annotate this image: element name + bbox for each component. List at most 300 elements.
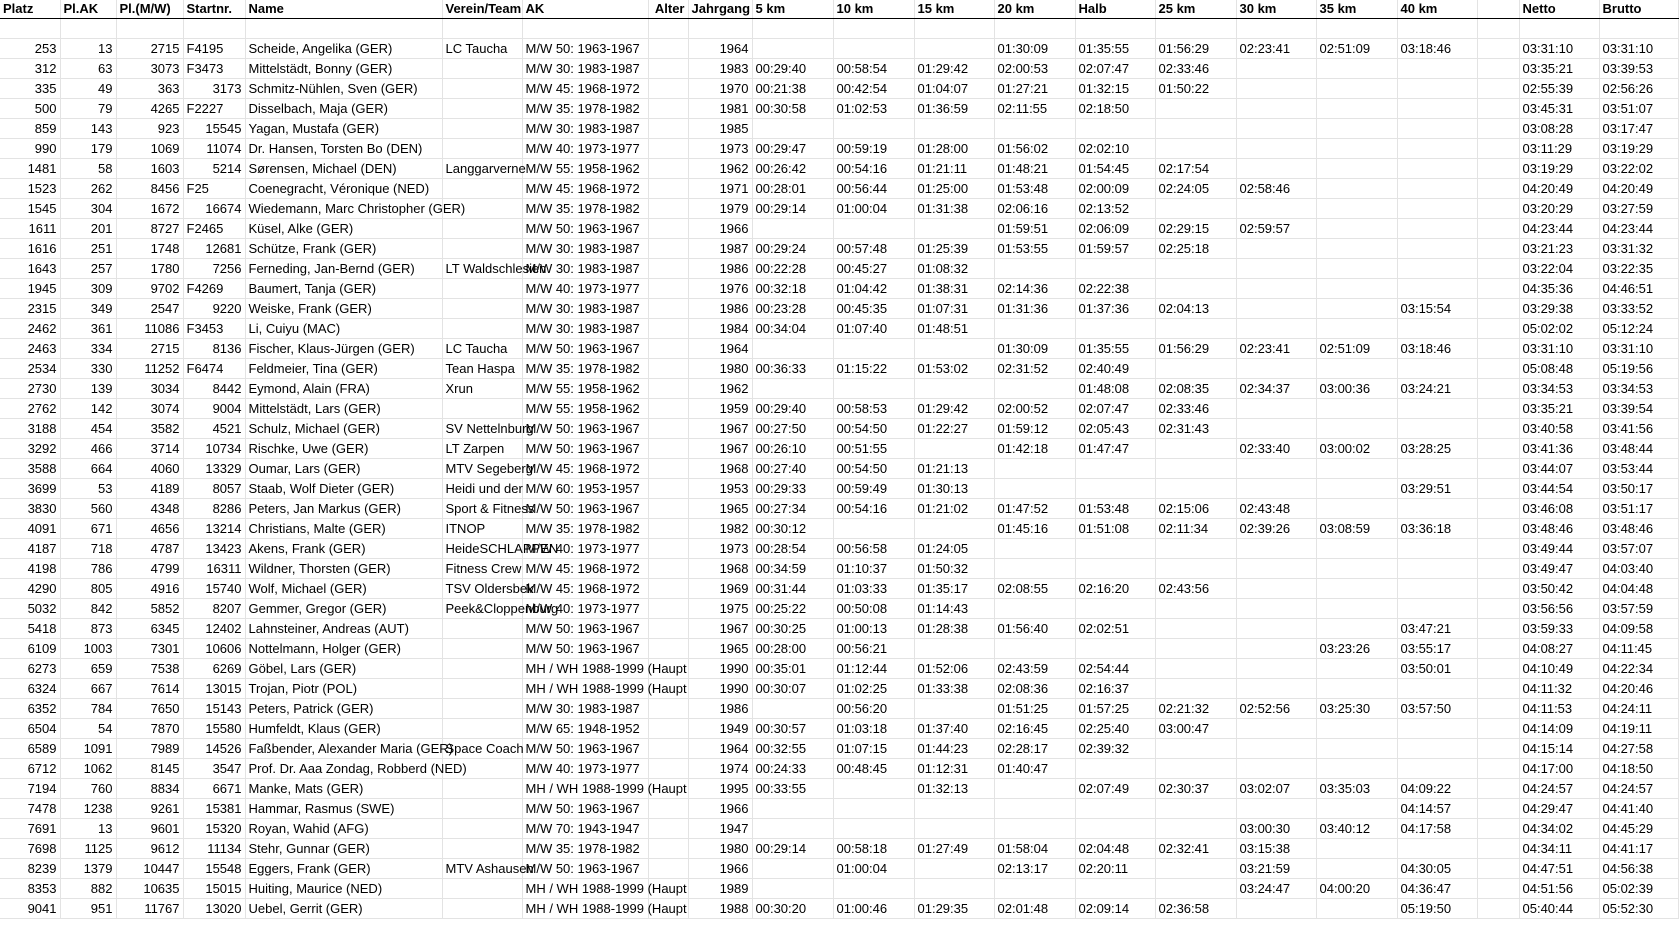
- cell[interactable]: [752, 859, 833, 879]
- cell[interactable]: 3699: [0, 479, 60, 499]
- column-header[interactable]: Netto: [1519, 0, 1599, 19]
- cell[interactable]: 01:36:59: [914, 99, 994, 119]
- cell[interactable]: 03:08:28: [1519, 119, 1599, 139]
- cell[interactable]: 3188: [0, 419, 60, 439]
- cell[interactable]: 03:02:07: [1236, 779, 1316, 799]
- cell[interactable]: 03:20:29: [1519, 199, 1599, 219]
- cell[interactable]: 03:25:30: [1316, 699, 1397, 719]
- column-header[interactable]: [1477, 0, 1519, 19]
- cell[interactable]: 664: [60, 459, 116, 479]
- cell[interactable]: 9612: [116, 839, 183, 859]
- cell[interactable]: 03:44:54: [1519, 479, 1599, 499]
- cell[interactable]: MH / WH 1988-1999 (Haupt: [522, 659, 648, 679]
- cell[interactable]: 1967: [688, 619, 752, 639]
- cell[interactable]: [1236, 579, 1316, 599]
- cell[interactable]: 01:03:18: [833, 719, 914, 739]
- table-row[interactable]: [0, 159, 1678, 179]
- cell[interactable]: 04:34:02: [1519, 819, 1599, 839]
- cell[interactable]: 05:40:44: [1519, 899, 1599, 919]
- cell[interactable]: 10447: [116, 859, 183, 879]
- cell[interactable]: 01:59:51: [994, 219, 1075, 239]
- cell[interactable]: [1477, 219, 1519, 239]
- table-row[interactable]: [0, 519, 1678, 539]
- cell[interactable]: 1970: [688, 79, 752, 99]
- cell[interactable]: 02:30:37: [1155, 779, 1236, 799]
- cell[interactable]: F25: [183, 179, 245, 199]
- cell[interactable]: M/W 35: 1978-1982: [522, 519, 648, 539]
- cell[interactable]: 02:15:06: [1155, 499, 1236, 519]
- cell[interactable]: [1316, 139, 1397, 159]
- cell[interactable]: M/W 40: 1973-1977: [522, 759, 648, 779]
- cell[interactable]: 560: [60, 499, 116, 519]
- cell[interactable]: [442, 619, 522, 639]
- cell[interactable]: Wildner, Thorsten (GER): [245, 559, 442, 579]
- cell[interactable]: 00:32:55: [752, 739, 833, 759]
- cell[interactable]: 00:36:33: [752, 359, 833, 379]
- column-header[interactable]: 40 km: [1397, 0, 1477, 19]
- column-header[interactable]: 35 km: [1316, 0, 1397, 19]
- table-row[interactable]: [0, 819, 1678, 839]
- cell[interactable]: 3173: [183, 79, 245, 99]
- cell[interactable]: [1397, 279, 1477, 299]
- cell[interactable]: 1976: [688, 279, 752, 299]
- cell[interactable]: 7538: [116, 659, 183, 679]
- cell[interactable]: 361: [60, 319, 116, 339]
- cell[interactable]: [648, 519, 688, 539]
- cell[interactable]: [994, 319, 1075, 339]
- cell[interactable]: [1477, 839, 1519, 859]
- cell[interactable]: 1966: [688, 859, 752, 879]
- cell[interactable]: 1959: [688, 399, 752, 419]
- cell[interactable]: [1155, 559, 1236, 579]
- cell[interactable]: [1236, 159, 1316, 179]
- cell[interactable]: M/W 50: 1963-1967: [522, 619, 648, 639]
- cell[interactable]: 1616: [0, 239, 60, 259]
- cell[interactable]: 02:00:09: [1075, 179, 1155, 199]
- cell[interactable]: 00:27:50: [752, 419, 833, 439]
- cell[interactable]: 02:00:52: [994, 399, 1075, 419]
- cell[interactable]: 03:27:59: [1599, 199, 1678, 219]
- cell[interactable]: 00:27:40: [752, 459, 833, 479]
- cell[interactable]: [1477, 639, 1519, 659]
- cell[interactable]: Gemmer, Gregor (GER): [245, 599, 442, 619]
- cell[interactable]: 02:02:10: [1075, 139, 1155, 159]
- cell[interactable]: 04:22:34: [1599, 659, 1678, 679]
- cell[interactable]: [648, 139, 688, 159]
- cell[interactable]: 4521: [183, 419, 245, 439]
- cell[interactable]: 6345: [116, 619, 183, 639]
- cell[interactable]: [833, 799, 914, 819]
- cell[interactable]: [648, 819, 688, 839]
- cell[interactable]: 00:24:33: [752, 759, 833, 779]
- cell[interactable]: [1155, 759, 1236, 779]
- cell[interactable]: [1397, 599, 1477, 619]
- column-header[interactable]: 30 km: [1236, 0, 1316, 19]
- cell[interactable]: 1966: [688, 799, 752, 819]
- cell[interactable]: [1155, 539, 1236, 559]
- cell[interactable]: 1988: [688, 899, 752, 919]
- cell[interactable]: 01:53:02: [914, 359, 994, 379]
- cell[interactable]: 330: [60, 359, 116, 379]
- cell[interactable]: 00:42:54: [833, 79, 914, 99]
- cell[interactable]: [914, 799, 994, 819]
- cell[interactable]: 01:28:38: [914, 619, 994, 639]
- cell[interactable]: 01:58:04: [994, 839, 1075, 859]
- cell[interactable]: [1477, 559, 1519, 579]
- cell[interactable]: 00:22:28: [752, 259, 833, 279]
- column-header[interactable]: Verein/Team: [442, 0, 522, 19]
- cell[interactable]: [1477, 619, 1519, 639]
- cell[interactable]: 02:04:13: [1155, 299, 1236, 319]
- cell[interactable]: [994, 639, 1075, 659]
- cell[interactable]: [1316, 459, 1397, 479]
- cell[interactable]: Wiedemann, Marc Christopher (GER): [245, 199, 442, 219]
- cell[interactable]: [442, 279, 522, 299]
- cell[interactable]: [1236, 739, 1316, 759]
- cell[interactable]: 01:38:31: [914, 279, 994, 299]
- cell[interactable]: [833, 519, 914, 539]
- cell[interactable]: 2730: [0, 379, 60, 399]
- cell[interactable]: Sørensen, Michael (DEN): [245, 159, 442, 179]
- cell[interactable]: 01:00:04: [833, 199, 914, 219]
- cell[interactable]: 4787: [116, 539, 183, 559]
- cell[interactable]: MH / WH 1988-1999 (Haupt: [522, 679, 648, 699]
- cell[interactable]: 02:11:34: [1155, 519, 1236, 539]
- cell[interactable]: Tean Haspa: [442, 359, 522, 379]
- cell[interactable]: 03:08:59: [1316, 519, 1397, 539]
- cell[interactable]: [1397, 539, 1477, 559]
- cell[interactable]: [1316, 859, 1397, 879]
- cell[interactable]: 15740: [183, 579, 245, 599]
- cell[interactable]: [1316, 619, 1397, 639]
- cell[interactable]: F2465: [183, 219, 245, 239]
- cell[interactable]: 04:24:57: [1519, 779, 1599, 799]
- cell[interactable]: [994, 819, 1075, 839]
- cell[interactable]: Christians, Malte (GER): [245, 519, 442, 539]
- cell[interactable]: 01:15:22: [833, 359, 914, 379]
- cell[interactable]: 1968: [688, 459, 752, 479]
- cell[interactable]: 718: [60, 539, 116, 559]
- cell[interactable]: 03:48:46: [1519, 519, 1599, 539]
- cell[interactable]: [648, 859, 688, 879]
- cell[interactable]: [833, 339, 914, 359]
- cell[interactable]: [914, 339, 994, 359]
- cell[interactable]: 500: [0, 99, 60, 119]
- cell[interactable]: [442, 899, 522, 919]
- cell[interactable]: [648, 199, 688, 219]
- cell[interactable]: 03:17:47: [1599, 119, 1678, 139]
- cell[interactable]: [1316, 159, 1397, 179]
- cell[interactable]: Eggers, Frank (GER): [245, 859, 442, 879]
- cell[interactable]: 1125: [60, 839, 116, 859]
- cell[interactable]: Rischke, Uwe (GER): [245, 439, 442, 459]
- cell[interactable]: [1236, 319, 1316, 339]
- cell[interactable]: [1477, 99, 1519, 119]
- cell[interactable]: [1316, 99, 1397, 119]
- cell[interactable]: [648, 419, 688, 439]
- cell[interactable]: LC Taucha: [442, 339, 522, 359]
- cell[interactable]: 1986: [688, 299, 752, 319]
- cell[interactable]: 03:39:53: [1599, 59, 1678, 79]
- cell[interactable]: 257: [60, 259, 116, 279]
- cell[interactable]: 859: [0, 119, 60, 139]
- cell[interactable]: 5032: [0, 599, 60, 619]
- cell[interactable]: 201: [60, 219, 116, 239]
- cell[interactable]: M/W 40: 1973-1977: [522, 539, 648, 559]
- cell[interactable]: [1236, 99, 1316, 119]
- cell[interactable]: 8834: [116, 779, 183, 799]
- cell[interactable]: [648, 559, 688, 579]
- cell[interactable]: [1316, 899, 1397, 919]
- cell[interactable]: 01:00:46: [833, 899, 914, 919]
- table-row[interactable]: [0, 399, 1678, 419]
- cell[interactable]: 01:59:12: [994, 419, 1075, 439]
- cell[interactable]: [1155, 319, 1236, 339]
- cell[interactable]: 4348: [116, 499, 183, 519]
- table-row[interactable]: [0, 199, 1678, 219]
- cell[interactable]: [1236, 239, 1316, 259]
- cell[interactable]: [1236, 659, 1316, 679]
- cell[interactable]: 11252: [116, 359, 183, 379]
- cell[interactable]: [442, 839, 522, 859]
- cell[interactable]: [1155, 819, 1236, 839]
- cell[interactable]: 03:22:35: [1599, 259, 1678, 279]
- cell[interactable]: 00:21:38: [752, 79, 833, 99]
- cell[interactable]: 00:59:19: [833, 139, 914, 159]
- cell[interactable]: [648, 39, 688, 59]
- cell[interactable]: 03:50:17: [1599, 479, 1678, 499]
- cell[interactable]: 04:24:57: [1599, 779, 1678, 799]
- cell[interactable]: [648, 759, 688, 779]
- cell[interactable]: 00:48:45: [833, 759, 914, 779]
- cell[interactable]: 179: [60, 139, 116, 159]
- table-row[interactable]: [0, 539, 1678, 559]
- table-row[interactable]: [0, 139, 1678, 159]
- cell[interactable]: [1477, 439, 1519, 459]
- cell[interactable]: [442, 819, 522, 839]
- cell[interactable]: [1477, 759, 1519, 779]
- cell[interactable]: Manke, Mats (GER): [245, 779, 442, 799]
- cell[interactable]: 1953: [688, 479, 752, 499]
- cell[interactable]: 03:45:31: [1519, 99, 1599, 119]
- cell[interactable]: 00:58:53: [833, 399, 914, 419]
- cell[interactable]: 03:53:44: [1599, 459, 1678, 479]
- cell[interactable]: [1236, 59, 1316, 79]
- cell[interactable]: 1523: [0, 179, 60, 199]
- cell[interactable]: 882: [60, 879, 116, 899]
- cell[interactable]: M/W 50: 1963-1967: [522, 219, 648, 239]
- cell[interactable]: 02:31:52: [994, 359, 1075, 379]
- cell[interactable]: 13015: [183, 679, 245, 699]
- cell[interactable]: [1316, 279, 1397, 299]
- cell[interactable]: 5214: [183, 159, 245, 179]
- cell[interactable]: 00:54:16: [833, 499, 914, 519]
- table-row[interactable]: [0, 579, 1678, 599]
- column-header[interactable]: Halb: [1075, 0, 1155, 19]
- cell[interactable]: [1155, 799, 1236, 819]
- cell[interactable]: Faßbender, Alexander Maria (GER): [245, 739, 442, 759]
- cell[interactable]: 03:35:21: [1519, 399, 1599, 419]
- cell[interactable]: 02:51:09: [1316, 339, 1397, 359]
- cell[interactable]: F3473: [183, 59, 245, 79]
- cell[interactable]: 03:00:02: [1316, 439, 1397, 459]
- cell[interactable]: LC Taucha: [442, 39, 522, 59]
- cell[interactable]: 1069: [116, 139, 183, 159]
- cell[interactable]: [752, 799, 833, 819]
- cell[interactable]: [1477, 339, 1519, 359]
- cell[interactable]: Mittelstädt, Lars (GER): [245, 399, 442, 419]
- cell[interactable]: 02:29:15: [1155, 219, 1236, 239]
- cell[interactable]: 00:34:04: [752, 319, 833, 339]
- cell[interactable]: 01:59:57: [1075, 239, 1155, 259]
- cell[interactable]: 4656: [116, 519, 183, 539]
- cell[interactable]: 04:11:45: [1599, 639, 1678, 659]
- cell[interactable]: Royan, Wahid (AFG): [245, 819, 442, 839]
- cell[interactable]: 04:20:46: [1599, 679, 1678, 699]
- cell[interactable]: [1155, 459, 1236, 479]
- column-header[interactable]: AK: [522, 0, 648, 19]
- cell[interactable]: [442, 219, 522, 239]
- cell[interactable]: [1236, 639, 1316, 659]
- cell[interactable]: [648, 379, 688, 399]
- cell[interactable]: Langgarverne: [442, 159, 522, 179]
- cell[interactable]: 02:39:32: [1075, 739, 1155, 759]
- cell[interactable]: 02:23:41: [1236, 339, 1316, 359]
- cell[interactable]: 00:30:12: [752, 519, 833, 539]
- cell[interactable]: 7870: [116, 719, 183, 739]
- cell[interactable]: Fitness Crew: [442, 559, 522, 579]
- cell[interactable]: 00:29:24: [752, 239, 833, 259]
- cell[interactable]: 9702: [116, 279, 183, 299]
- cell[interactable]: 2715: [116, 339, 183, 359]
- cell[interactable]: [1236, 79, 1316, 99]
- cell[interactable]: [914, 119, 994, 139]
- cell[interactable]: [1075, 879, 1155, 899]
- cell[interactable]: M/W 30: 1983-1987: [522, 299, 648, 319]
- cell[interactable]: 02:40:49: [1075, 359, 1155, 379]
- cell[interactable]: 253: [0, 39, 60, 59]
- cell[interactable]: 15320: [183, 819, 245, 839]
- cell[interactable]: [1316, 19, 1397, 39]
- cell[interactable]: MH / WH 1988-1999 (Haupt: [522, 899, 648, 919]
- cell[interactable]: [648, 339, 688, 359]
- cell[interactable]: [914, 859, 994, 879]
- cell[interactable]: [914, 439, 994, 459]
- column-header[interactable]: Name: [245, 0, 442, 19]
- cell[interactable]: M/W 35: 1978-1982: [522, 199, 648, 219]
- cell[interactable]: [1477, 499, 1519, 519]
- cell[interactable]: [833, 779, 914, 799]
- cell[interactable]: 1962: [688, 379, 752, 399]
- cell[interactable]: 4189: [116, 479, 183, 499]
- cell[interactable]: 805: [60, 579, 116, 599]
- cell[interactable]: 01:03:33: [833, 579, 914, 599]
- cell[interactable]: [1477, 859, 1519, 879]
- cell[interactable]: 03:34:53: [1599, 379, 1678, 399]
- table-row[interactable]: [0, 179, 1678, 199]
- cell[interactable]: [1397, 59, 1477, 79]
- cell[interactable]: 1966: [688, 219, 752, 239]
- cell[interactable]: [648, 119, 688, 139]
- cell[interactable]: 1981: [688, 99, 752, 119]
- cell[interactable]: Yagan, Mustafa (GER): [245, 119, 442, 139]
- cell[interactable]: 312: [0, 59, 60, 79]
- cell[interactable]: [648, 439, 688, 459]
- cell[interactable]: [648, 359, 688, 379]
- cell[interactable]: 03:57:07: [1599, 539, 1678, 559]
- cell[interactable]: ITNOP: [442, 519, 522, 539]
- cell[interactable]: 1949: [688, 719, 752, 739]
- cell[interactable]: 01:53:55: [994, 239, 1075, 259]
- cell[interactable]: [1477, 259, 1519, 279]
- cell[interactable]: 1611: [0, 219, 60, 239]
- cell[interactable]: 309: [60, 279, 116, 299]
- cell[interactable]: 1379: [60, 859, 116, 879]
- cell[interactable]: [1477, 19, 1519, 39]
- table-row[interactable]: [0, 439, 1678, 459]
- cell[interactable]: Schütze, Frank (GER): [245, 239, 442, 259]
- cell[interactable]: M/W 40: 1973-1977: [522, 599, 648, 619]
- cell[interactable]: [833, 379, 914, 399]
- cell[interactable]: 03:39:54: [1599, 399, 1678, 419]
- table-row[interactable]: [0, 879, 1678, 899]
- cell[interactable]: [1075, 639, 1155, 659]
- cell[interactable]: 5418: [0, 619, 60, 639]
- cell[interactable]: [1236, 459, 1316, 479]
- cell[interactable]: [1477, 279, 1519, 299]
- cell[interactable]: 02:14:36: [994, 279, 1075, 299]
- cell[interactable]: 03:15:54: [1397, 299, 1477, 319]
- cell[interactable]: [1155, 679, 1236, 699]
- column-header[interactable]: Jahrgang: [688, 0, 752, 19]
- cell[interactable]: [442, 659, 522, 679]
- cell[interactable]: 01:51:25: [994, 699, 1075, 719]
- cell[interactable]: 03:33:52: [1599, 299, 1678, 319]
- cell[interactable]: 1780: [116, 259, 183, 279]
- cell[interactable]: [994, 879, 1075, 899]
- cell[interactable]: 01:21:13: [914, 459, 994, 479]
- cell[interactable]: 1238: [60, 799, 116, 819]
- cell[interactable]: 01:54:45: [1075, 159, 1155, 179]
- cell[interactable]: [1599, 19, 1678, 39]
- cell[interactable]: [833, 19, 914, 39]
- cell[interactable]: 00:35:01: [752, 659, 833, 679]
- cell[interactable]: 262: [60, 179, 116, 199]
- cell[interactable]: [648, 839, 688, 859]
- cell[interactable]: [994, 799, 1075, 819]
- cell[interactable]: M/W 55: 1958-1962: [522, 379, 648, 399]
- cell[interactable]: [648, 99, 688, 119]
- cell[interactable]: M/W 50: 1963-1967: [522, 859, 648, 879]
- cell[interactable]: 01:00:13: [833, 619, 914, 639]
- cell[interactable]: SV Nettelnburg: [442, 419, 522, 439]
- cell[interactable]: 03:11:29: [1519, 139, 1599, 159]
- cell[interactable]: 02:08:36: [994, 679, 1075, 699]
- table-row[interactable]: [0, 679, 1678, 699]
- table-row[interactable]: [0, 239, 1678, 259]
- cell[interactable]: 842: [60, 599, 116, 619]
- table-row[interactable]: [0, 99, 1678, 119]
- cell[interactable]: [1236, 899, 1316, 919]
- cell[interactable]: 01:52:06: [914, 659, 994, 679]
- cell[interactable]: 02:16:45: [994, 719, 1075, 739]
- cell[interactable]: 03:31:10: [1599, 39, 1678, 59]
- cell[interactable]: 1982: [688, 519, 752, 539]
- cell[interactable]: 02:43:59: [994, 659, 1075, 679]
- cell[interactable]: 1672: [116, 199, 183, 219]
- cell[interactable]: 00:30:07: [752, 679, 833, 699]
- cell[interactable]: [442, 179, 522, 199]
